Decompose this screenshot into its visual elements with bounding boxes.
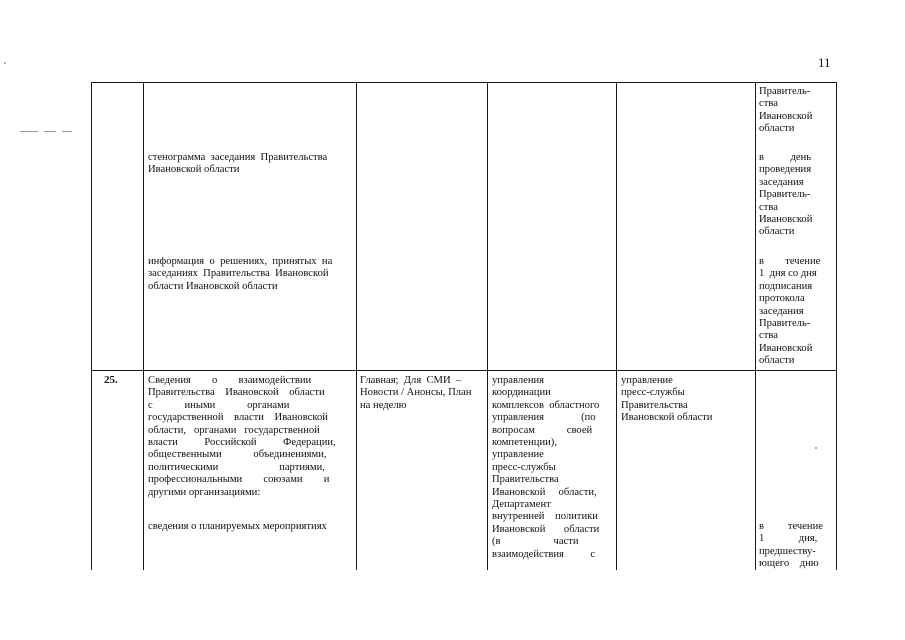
column-divider-description <box>143 82 144 570</box>
table-border-right <box>836 82 837 570</box>
column-divider-deadline <box>755 82 756 570</box>
deadline-cell-decisions: в течение 1 дня со дня подписания протокола заседания Правитель- ства Ивановской области <box>759 256 821 367</box>
column-divider-section <box>356 82 357 570</box>
scan-mark <box>20 131 38 132</box>
scan-dot <box>4 62 6 64</box>
description-cell: Сведения о взаимодействии Правительства Ивановской области с иными органами государственной власти Ивановской области, органами государственной власти Российской Федерации, общественными объединениями, политическими партиями, профессиональными союзами и другими организациями: <box>148 375 336 498</box>
deadline-cell-continued: Правитель- ства Ивановской области <box>759 86 813 135</box>
provider-cell: управление пресс-службы Правительства Ивановской области <box>621 375 713 424</box>
responsible-cell: управления координации комплексов областного управления (по вопросам своей компетенции), управление пресс-службы Правительства Ивановской области, Департамент внутренней политики Ивановской области (в части взаимодействия с <box>492 375 600 560</box>
column-divider-responsible <box>487 82 488 570</box>
sub-description-cell: сведения о планируемых мероприятиях <box>148 521 327 532</box>
scan-mark <box>44 131 56 132</box>
column-divider-provider <box>616 82 617 570</box>
row-divider <box>91 370 837 371</box>
description-cell-decisions: информация о решениях, принятых на заседаниях Правительства Ивановской области Ивановской области <box>148 256 333 292</box>
scan-dot <box>815 447 817 449</box>
row-number: 25. <box>104 374 118 386</box>
deadline-cell: в течение 1 дня, предшеству- ющего дню <box>759 521 823 570</box>
section-cell: Главная; Для СМИ – Новости / Анонсы, План на неделю <box>360 375 472 411</box>
table-border-top <box>91 82 837 83</box>
table-border-left <box>91 82 92 570</box>
scan-mark <box>62 131 72 132</box>
page-number: 11 <box>818 55 831 70</box>
description-cell-transcript: стенограмма заседания Правительства Ивановской области <box>148 152 328 176</box>
deadline-cell-transcript: в день проведения заседания Правитель- ства Ивановской области <box>759 152 813 238</box>
